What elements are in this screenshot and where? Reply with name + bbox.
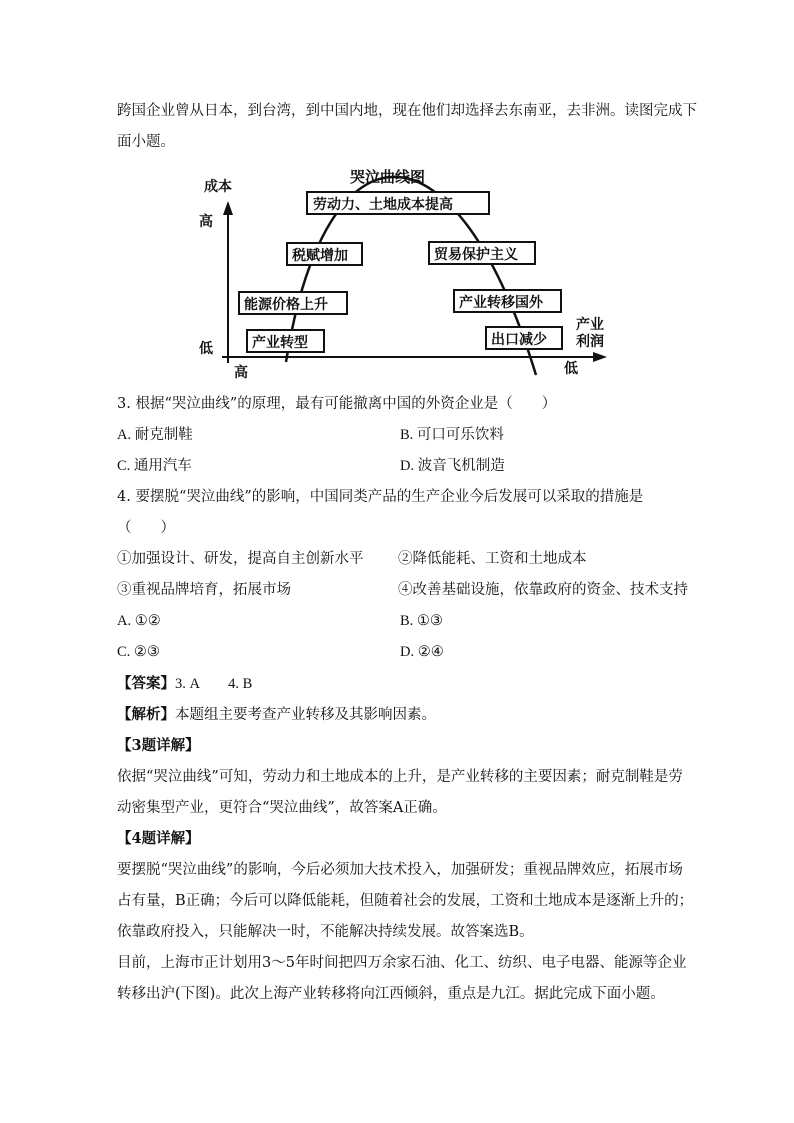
intro-line-2: 面小题。 [117, 134, 175, 150]
box-labor-land [307, 192, 489, 214]
next-intro-line-1: 目前，上海市正计划用3～5年时间把四万余家石油、化工、纺织、电子电器、能源等企业 [117, 955, 687, 971]
q4-paren: （ ） [117, 520, 175, 536]
x-axis-label-1: 产业 [576, 317, 604, 333]
analysis-label: 【解析】 [117, 706, 175, 723]
analysis-text: 本题组主要考查产业转移及其影响因素。 [175, 707, 436, 723]
answer-label: 【答案】 [117, 675, 175, 692]
x-high-label: 高 [234, 365, 248, 381]
q4-option-c: C. ②③ [117, 644, 160, 660]
box-export-label: 出口减少 [491, 332, 547, 348]
q3-option-a: A. 耐克制鞋 [117, 427, 193, 443]
detail3-heading: 【3题详解】 [117, 737, 200, 754]
box-labor-land-label: 劳动力、土地成本提高 [313, 197, 453, 213]
q4-option-b: B. ①③ [400, 613, 443, 629]
q3-stem: 3. 根据“哭泣曲线”的原理，最有可能撤离中国的外资企业是（ ） [117, 396, 557, 412]
box-transform [247, 330, 324, 352]
crying-curve-figure [196, 163, 616, 383]
box-transfer-label: 产业转移国外 [459, 295, 543, 311]
q3-option-d: D. 波音飞机制造 [400, 458, 505, 474]
box-tax-label: 税赋增加 [292, 248, 348, 264]
x-low-label: 低 [564, 361, 578, 377]
q3-option-c: C. 通用汽车 [117, 458, 192, 474]
answer-text: 3. A 4. B [175, 676, 253, 692]
q4-statement-4: ④改善基础设施，依靠政府的资金、技术支持 [398, 582, 688, 598]
x-axis-label-2: 利润 [576, 334, 604, 350]
box-tax [287, 243, 362, 265]
y-axis-arrow-icon [223, 201, 233, 215]
next-intro-line-2: 转移出沪(下图)。此次上海产业转移将向江西倾斜，重点是九江。据此完成下面小题。 [117, 986, 665, 1002]
answer-line [117, 674, 252, 694]
intro-line-1: 跨国企业曾从日本，到台湾，到中国内地，现在他们却选择去东南亚，去非洲。读图完成下 [117, 103, 697, 119]
q4-statement-3: ③重视品牌培育，拓展市场 [117, 582, 291, 598]
box-energy [239, 292, 347, 314]
analysis-line [117, 705, 436, 725]
q3-option-b: B. 可口可乐饮料 [400, 427, 504, 443]
q4-stem: 4. 要摆脱“哭泣曲线”的影响，中国同类产品的生产企业今后发展可以采取的措施是 [117, 489, 644, 505]
box-transfer [454, 290, 561, 312]
detail4-heading: 【4题详解】 [117, 830, 200, 847]
figure-title: 哭泣曲线图 [350, 168, 426, 186]
q4-option-a: A. ①② [117, 613, 161, 629]
box-trade-label: 贸易保护主义 [434, 247, 518, 263]
detail4-line-2: 占有量，B正确；今后可以降低能耗，但随着社会的发展，工资和土地成本是逐渐上升的； [117, 893, 694, 909]
q4-statement-2: ②降低能耗、工资和土地成本 [398, 551, 587, 567]
x-axis-arrow-icon [593, 352, 607, 362]
box-energy-label: 能源价格上升 [244, 297, 328, 313]
y-high-label: 高 [199, 214, 213, 230]
q4-statement-1: ①加强设计、研发，提高自主创新水平 [117, 551, 364, 567]
detail4-line-3: 依靠政府投入，只能解决一时，不能解决持续发展。故答案选B。 [117, 924, 534, 940]
y-low-label: 低 [199, 341, 213, 357]
q4-option-d: D. ②④ [400, 644, 444, 660]
detail3-line-1: 依据“哭泣曲线”可知，劳动力和土地成本的上升，是产业转移的主要因素；耐克制鞋是劳 [117, 769, 683, 785]
box-trade [429, 242, 535, 264]
box-export [486, 327, 562, 349]
y-axis-label: 成本 [204, 179, 232, 195]
detail4-line-1: 要摆脱“哭泣曲线”的影响，今后必须加大技术投入，加强研发；重视品牌效应，拓展市场 [117, 862, 683, 878]
detail3-line-2: 动密集型产业，更符合“哭泣曲线”，故答案A正确。 [117, 800, 447, 816]
box-transform-label: 产业转型 [252, 335, 308, 351]
